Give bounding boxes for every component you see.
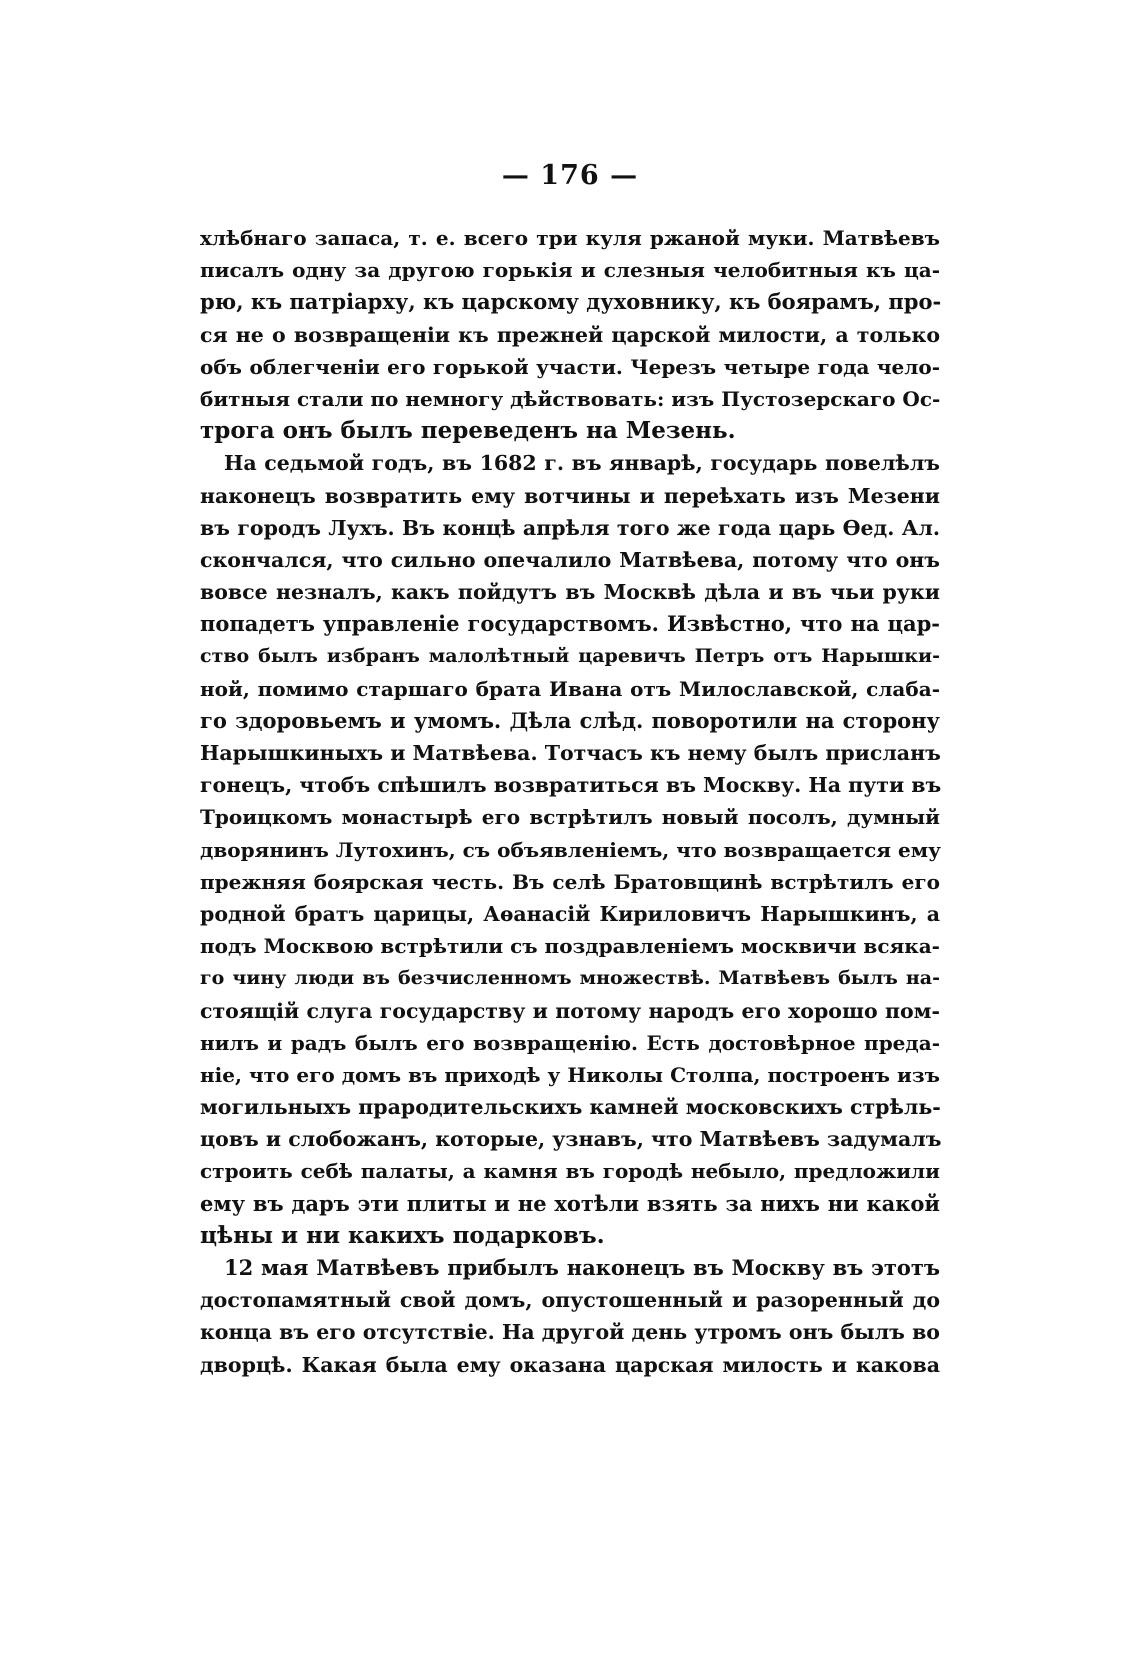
text-line: конца въ его отсутствіе. На другой день утромъ онъ былъ во <box>200 1320 940 1345</box>
text-line: битныя стали по немногу дѣйствовать: изъ Пустозерскаго Ос- <box>200 386 941 411</box>
text-line: достопамятный свой домъ, опустошенный и разоренный до <box>200 1288 940 1313</box>
text-line: го чину люди въ безчисленномъ множествѣ. Матвѣевъ былъ на- <box>200 967 940 990</box>
text-line: вовсе незналъ, какъ пойдутъ въ Москвѣ дѣла и въ чьи руки <box>200 580 940 605</box>
text-line: Нарышкиныхъ и Матвѣева. Тотчасъ къ нему былъ присланъ <box>200 741 941 765</box>
text-line: нилъ и радъ былъ его возвращенію. Есть достовѣрное преда- <box>200 1030 940 1055</box>
text-line: хлѣбнаго запаса, т. е. всего три куля ржаной муки. Матвѣевъ <box>200 226 940 250</box>
text-line: въ городъ Лухъ. Въ концѣ апрѣля того же года царь Ѳед. Ал. <box>200 515 940 540</box>
text-line: строить себѣ палаты, а камня въ городѣ небыло, предложили <box>200 1159 940 1184</box>
text-line: стоящій слуга государству и потому народъ его хорошо пом- <box>200 998 940 1023</box>
text-line: 12 мая Матвѣевъ прибылъ наконецъ въ Москву въ этотъ <box>224 1255 940 1280</box>
page-number: — 176 — <box>501 160 639 191</box>
text-line: цѣны и ни какихъ подарковъ. <box>200 1221 605 1249</box>
text-line: попадетъ управленіе государствомъ. Извѣстно, что на цар- <box>200 611 940 637</box>
text-line: скончался, что сильно опечалило Матвѣева, потому что онъ <box>200 547 940 572</box>
paragraph-1 <box>200 222 940 447</box>
text-line: ство былъ избранъ малолѣтный царевичъ Петръ отъ Нарышки- <box>200 645 940 668</box>
text-line: дворянинъ Лутохинъ, съ объявленіемъ, что возвращается ему <box>200 837 941 862</box>
text-line: ся не о возвращеніи къ прежней царской милости, а только <box>200 322 940 347</box>
text-line: писалъ одну за другою горькія и слезныя челобитныя къ ца- <box>200 258 940 283</box>
text-line: гонецъ, чтобъ спѣшилъ возвратиться въ Москву. На пути въ <box>200 773 942 798</box>
text-line: могильныхъ прародительскихъ камней московскихъ стрѣль- <box>200 1095 941 1120</box>
text-line: го здоровьемъ и умомъ. Дѣла слѣд. поворотили на сторону <box>200 707 940 733</box>
text-line: Троицкомъ монастырѣ его встрѣтилъ новый посолъ, думный <box>200 805 940 830</box>
text-line: наконецъ возвратить ему вотчины и переѣхать изъ Мезени <box>200 483 940 508</box>
text-line: ной, помимо старшаго брата Ивана отъ Милославской, слаба- <box>200 676 940 701</box>
text-line: трога онъ былъ переведенъ на Мезень. <box>200 417 736 445</box>
text-line: На седьмой годъ, въ 1682 г. въ январѣ, государь повелѣлъ <box>224 451 940 476</box>
text-line: объ облегченіи его горькой участи. Черезъ четыре года чело- <box>200 354 940 379</box>
text-line: ніе, что его домъ въ приходѣ у Николы Столпа, построенъ изъ <box>200 1062 940 1087</box>
paragraph-2 <box>200 447 940 1252</box>
text-line: родной братъ царицы, Аѳанасій Кириловичъ Нарышкинъ, а <box>200 901 940 926</box>
text-line: ему въ даръ эти плиты и не хотѣли взять за нихъ ни какой <box>200 1190 940 1216</box>
text-line: дворцѣ. Какая была ему оказана царская милость и какова <box>200 1352 940 1377</box>
paragraph-3 <box>200 1252 940 1381</box>
text-line: подъ Москвою встрѣтили съ поздравленіемъ москвичи всяка- <box>200 934 940 959</box>
text-line: рю, къ патріарху, къ царскому духовнику, къ боярамъ, про- <box>200 289 942 315</box>
text-line: прежняя боярская честь. Въ селѣ Братовщинѣ встрѣтилъ его <box>200 869 940 894</box>
body-text <box>200 222 940 1381</box>
text-line: цовъ и слобожанъ, которые, узнавъ, что Матвѣевъ задумалъ <box>200 1127 942 1152</box>
